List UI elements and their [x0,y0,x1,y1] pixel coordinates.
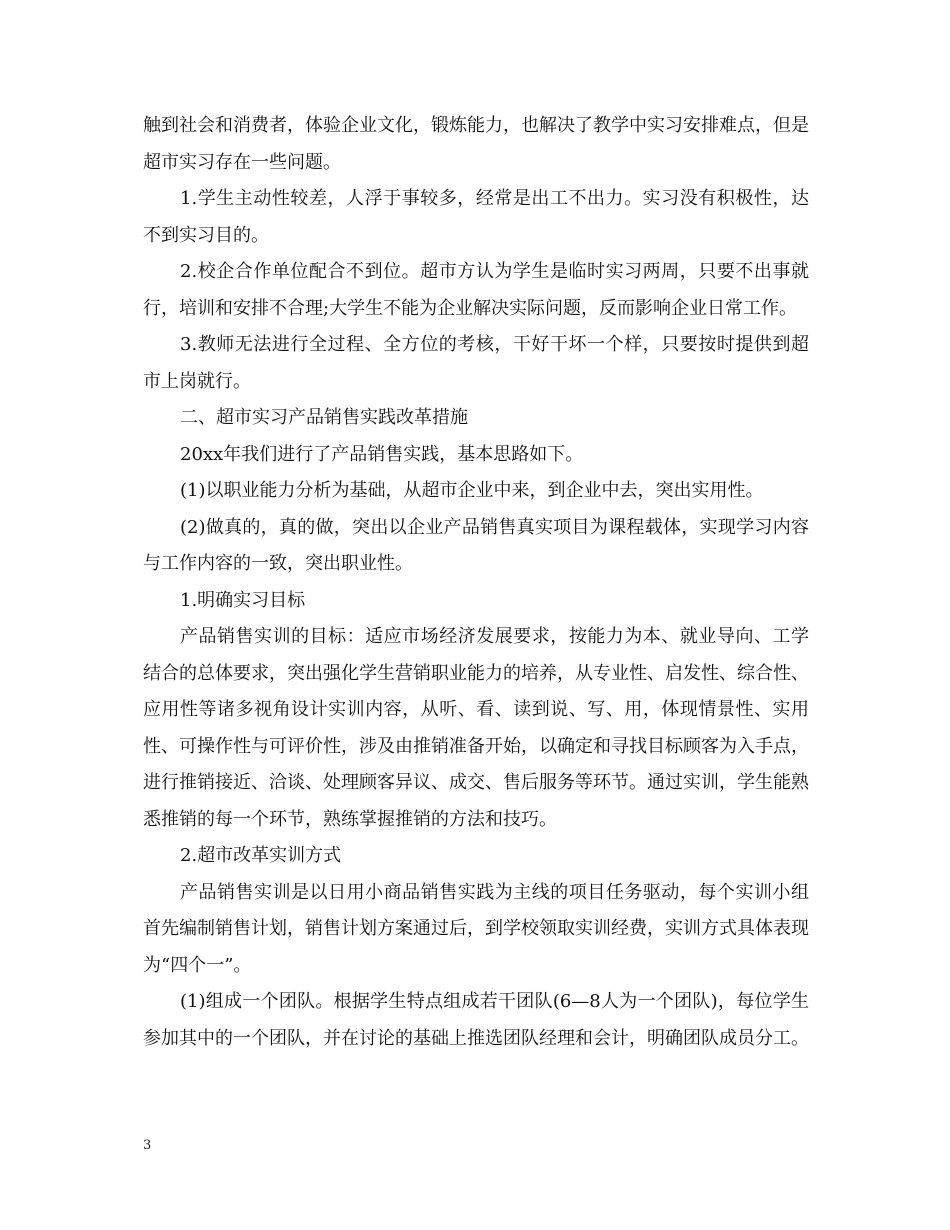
paragraph-8: (2)做真的，真的做，突出以企业产品销售真实项目为课程载体，实现学习内容与工作内容的一致，突出职业性。 [143,516,809,574]
paragraph-2: 1.学生主动性较差，人浮于事较多，经常是出工不出力。实习没有积极性，达不到实习目的。 [143,188,809,246]
paragraph-12: 产品销售实训是以日用小商品销售实践为主线的项目任务驱动，每个实训小组首先编制销售计划，销售计划方案通过后，到学校领取实训经费，实训方式具体表现为“四个一”。 [143,881,809,976]
paragraph-3: 2.校企合作单位配合不到位。超市方认为学生是临时实习两周，只要不出事就行，培训和安排不合理;大学生不能为企业解决实际问题，反而影响企业日常工作。 [143,261,809,319]
paragraph-7: (1)以职业能力分析为基础，从超市企业中来，到企业中去，突出实用性。 [180,480,764,501]
paragraph-6: 20xx年我们进行了产品销售实践，基本思路如下。 [180,443,584,465]
section-heading: 二、超市实习产品销售实践改革措施 [180,407,468,428]
subheading-methods: 2.超市改革实训方式 [180,845,342,866]
paragraph-1: 触到社会和消费者，体验企业文化，锻炼能力，也解决了教学中实习安排难点，但是超市实习存在一些问题。 [143,115,809,173]
page-number: 3 [143,1138,152,1153]
paragraph-4: 3.教师无法进行全过程、全方位的考核，干好干坏一个样，只要按时提供到超市上岗就行。 [143,334,809,392]
paragraph-13: (1)组成一个团队。根据学生特点组成若干团队(6—8人为一个团队)，每位学生参加其中的一个团队，并在讨论的基础上推选团队经理和会计，明确团队成员分工。 [143,991,809,1049]
subheading-goals: 1.明确实习目标 [180,589,306,611]
body-text [143,108,809,1057]
paragraph-10: 产品销售实训的目标：适应市场经济发展要求，按能力为本、就业导向、工学结合的总体要求，突出强化学生营销职业能力的培养，从专业性、启发性、综合性、应用性等诸多视角设计实训内容，从听、看、读到说、写、用，体现情景性、实用性、可操作性与可评价性，涉及由推销准备开始，以确定和寻找目标顾客为入手点，进行推销接近、洽谈、处理顾客异议、成交、售后服务等环节。通过实训，学生能熟悉推销的每一个环节，熟练掌握推销的方法和技巧。 [143,626,809,830]
